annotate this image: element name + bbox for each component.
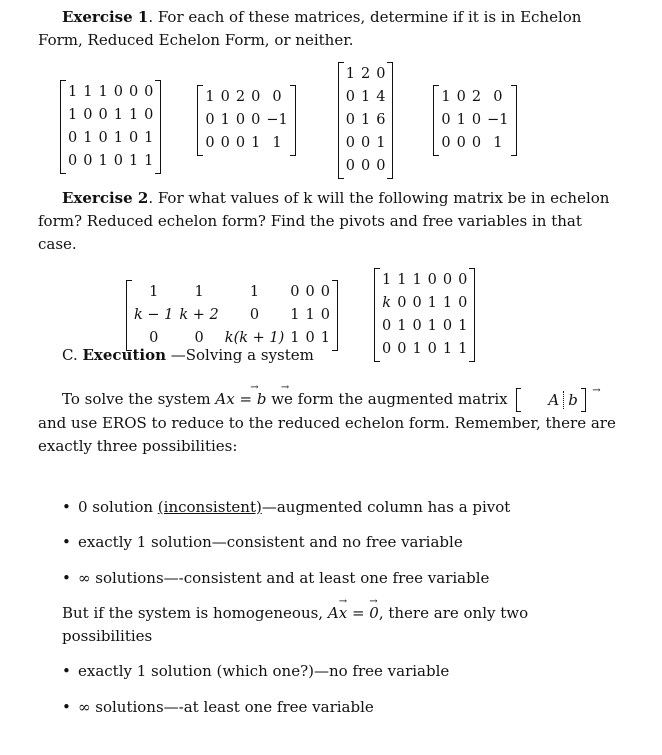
matrix-entry: 2	[235, 88, 246, 105]
matrix-row	[438, 109, 511, 132]
matrix-entry: 0	[471, 134, 482, 151]
possibility-infinite: • ∞ solutions—-consistent and at least one free variable	[62, 567, 616, 590]
matrix-entry: 1	[412, 341, 422, 358]
matrix-row	[202, 109, 290, 132]
ex1-matrix-4	[433, 85, 516, 156]
matrix-entry: 1	[144, 152, 154, 169]
exercise-1-text: . For each of these matrices, determine if it is in Echelon Form, Reduced Echelon Form, or neither.	[38, 8, 582, 50]
ex2-matrix-2	[374, 268, 475, 362]
possibility-none: • 0 solution (inconsistent)—augmented column has a pivot	[62, 496, 616, 519]
matrix-entry: 0	[205, 111, 215, 128]
matrix-entry: 6	[376, 111, 386, 128]
matrix-row	[343, 63, 389, 86]
matrix-row	[343, 155, 389, 178]
matrix-entry: 1	[397, 272, 407, 289]
matrix-entry: 1	[83, 129, 93, 146]
matrix-entry: 0	[272, 88, 282, 105]
matrix-entry: 0	[144, 83, 154, 100]
matrix-entry: 0	[149, 329, 159, 346]
matrix-entry: k	[382, 295, 391, 312]
matrix-entry: 0	[376, 157, 386, 174]
matrix-entry: 1	[427, 295, 437, 312]
matrix-entry: 1	[442, 341, 453, 358]
matrix-entry: 1	[441, 88, 451, 105]
matrix-entry: 1	[98, 83, 108, 100]
matrix-entry: 0	[320, 306, 330, 323]
matrix-entry: 0	[320, 283, 330, 300]
matrix-entry: 0	[471, 111, 482, 128]
matrix-entry: 1	[458, 341, 468, 358]
matrix-entry: 1	[442, 295, 453, 312]
matrix-row	[343, 132, 389, 155]
matrix-entry: 0	[305, 329, 315, 346]
matrix-entry: 0	[128, 129, 139, 146]
exercise-2-text: . For what values of k will the following matrix be in echelon form? Reduced echelon form? Find the pivots and free variables in that case.	[38, 188, 610, 253]
ex1-matrix-2	[197, 85, 295, 156]
ex2-matrix-1	[126, 280, 338, 351]
matrix-entry: 0	[83, 106, 93, 123]
matrix-row	[202, 86, 290, 109]
matrix-entry: k(k + 1)	[224, 329, 285, 346]
matrix-entry: 1	[376, 134, 386, 151]
matrix-entry: 0	[493, 88, 503, 105]
matrix-entry: 0	[68, 152, 78, 169]
matrix-entry: 1	[144, 129, 154, 146]
matrix-entry: 1	[83, 83, 93, 100]
exercise-1-label: Exercise 1	[62, 8, 149, 26]
matrix-entry: 0	[68, 129, 78, 146]
matrix-entry: 0	[427, 272, 437, 289]
augmented-matrix: A→ b	[516, 388, 585, 412]
matrix-entry: 0	[397, 295, 407, 312]
matrix-entry: −1	[487, 111, 509, 128]
matrix-entry: 1	[149, 283, 159, 300]
augmented-intro: To solve the system A→ x = → b we form the augmented matrix A→ b and use EROS to reduce to the reduced echelon form. Remember, there are exactly three possibilities:	[38, 388, 616, 459]
matrix-entry: 1	[68, 83, 78, 100]
matrix-row	[65, 150, 156, 173]
matrix-entry: 0	[249, 306, 260, 323]
ex1-matrix-3	[338, 62, 394, 179]
matrix-entry: 0	[458, 272, 468, 289]
matrix-entry: 1	[381, 272, 392, 289]
matrix-row	[438, 132, 511, 155]
matrix-entry: 1	[272, 134, 282, 151]
matrix-entry: 1	[251, 134, 261, 151]
matrix-entry: 1	[456, 111, 466, 128]
matrix-row	[131, 327, 333, 350]
matrix-entry: 0	[427, 341, 437, 358]
ex1-matrix-1	[60, 80, 161, 174]
matrix-entry: 1	[360, 88, 371, 105]
matrix-row	[131, 281, 333, 304]
matrix-entry: 1	[458, 318, 468, 335]
matrix-entry: 0	[345, 111, 355, 128]
matrix-row	[343, 86, 389, 109]
section-c-title: Execution	[82, 346, 166, 365]
matrix-entry: k − 1	[134, 306, 174, 323]
matrix-entry: 4	[376, 88, 386, 105]
matrix-entry: 0	[290, 283, 300, 300]
homogeneous-list	[62, 660, 616, 719]
matrix-entry: 0	[220, 134, 230, 151]
matrix-row	[438, 86, 511, 109]
matrix-row	[65, 81, 156, 104]
homog-one: • exactly 1 solution (which one?)—no free variable	[62, 660, 616, 683]
matrix-entry: 0	[441, 111, 451, 128]
matrix-row	[379, 338, 470, 361]
matrix-entry: 0	[113, 152, 123, 169]
homog-infinite: • ∞ solutions—-at least one free variable	[62, 696, 616, 719]
matrix-entry: 0	[83, 152, 93, 169]
matrix-row	[65, 127, 156, 150]
matrix-entry: 1	[397, 318, 407, 335]
matrix-entry: 0	[144, 106, 154, 123]
matrix-entry: 0	[98, 106, 108, 123]
matrix-entry: 0	[128, 83, 139, 100]
matrix-entry: 0	[360, 157, 371, 174]
matrix-entry: 0	[251, 88, 261, 105]
document-page	[38, 6, 616, 719]
matrix-entry: 0	[360, 134, 371, 151]
matrix-entry: 0	[458, 295, 468, 312]
matrix-entry: 2	[360, 65, 371, 82]
matrix-entry: 0	[235, 111, 246, 128]
inconsistent-term: (inconsistent)	[157, 498, 262, 516]
matrix-entry: 0	[412, 318, 422, 335]
matrix-entry: 0	[345, 88, 355, 105]
exercise-2-label: Exercise 2	[62, 188, 149, 207]
matrix-row	[343, 109, 389, 132]
matrix-row	[202, 132, 290, 155]
matrix-entry: 0	[412, 295, 422, 312]
matrix-entry: 1	[194, 283, 204, 300]
matrix-row	[379, 269, 470, 292]
matrix-entry: 1	[290, 306, 300, 323]
exercise-2-prompt	[38, 187, 616, 257]
section-c-heading: C. Execution —Solving a system	[62, 346, 314, 365]
matrix-entry: 1	[320, 329, 330, 346]
matrix-entry: 1	[128, 152, 139, 169]
matrix-entry: 1	[412, 272, 422, 289]
matrix-entry: 0	[98, 129, 108, 146]
matrix-entry: −1	[266, 111, 288, 128]
matrix-entry: 0	[376, 65, 386, 82]
matrix-entry: 0	[456, 134, 466, 151]
matrix-entry: 0	[220, 88, 230, 105]
matrix-entry: 0	[441, 134, 451, 151]
matrix-entry: 1	[205, 88, 215, 105]
matrix-entry: 1	[249, 283, 260, 300]
matrix-entry: 1	[290, 329, 300, 346]
matrix-entry: 0	[442, 272, 453, 289]
matrix-entry: 0	[205, 134, 215, 151]
matrix-row	[65, 104, 156, 127]
matrix-entry: 0	[381, 341, 392, 358]
matrix-entry: 0	[113, 83, 123, 100]
homogeneous-note: But if the system is homogeneous, A→ x = → 0, there are only two possibilities	[62, 602, 616, 649]
matrix-row	[379, 315, 470, 338]
matrix-entry: 0	[251, 111, 261, 128]
matrix-entry: k + 2	[179, 306, 219, 323]
matrix-entry: 0	[456, 88, 466, 105]
exercise-1-prompt	[38, 6, 616, 53]
matrix-entry: 0	[194, 329, 204, 346]
matrix-entry: 0	[345, 134, 355, 151]
matrix-entry: 0	[442, 318, 453, 335]
matrix-entry: 1	[113, 129, 123, 146]
matrix-entry: 1	[305, 306, 315, 323]
matrix-entry: 1	[493, 134, 503, 151]
possibility-one: • exactly 1 solution—consistent and no free variable	[62, 531, 616, 554]
matrix-row	[131, 304, 333, 327]
matrix-entry: 0	[305, 283, 315, 300]
matrix-entry: 0	[397, 341, 407, 358]
matrix-entry: 1	[98, 152, 108, 169]
matrix-entry: 2	[471, 88, 482, 105]
matrix-entry: 0	[235, 134, 246, 151]
matrix-entry: 1	[360, 111, 371, 128]
matrix-entry: 1	[220, 111, 230, 128]
exercise-1-matrices	[60, 62, 616, 179]
matrix-entry: 0	[345, 157, 355, 174]
matrix-row	[379, 292, 470, 315]
matrix-entry: 1	[68, 106, 78, 123]
matrix-entry: 1	[427, 318, 437, 335]
matrix-entry: 1	[345, 65, 355, 82]
possibilities-list	[62, 496, 616, 590]
matrix-entry: 1	[128, 106, 139, 123]
matrix-entry: 1	[113, 106, 123, 123]
matrix-entry: 0	[381, 318, 392, 335]
